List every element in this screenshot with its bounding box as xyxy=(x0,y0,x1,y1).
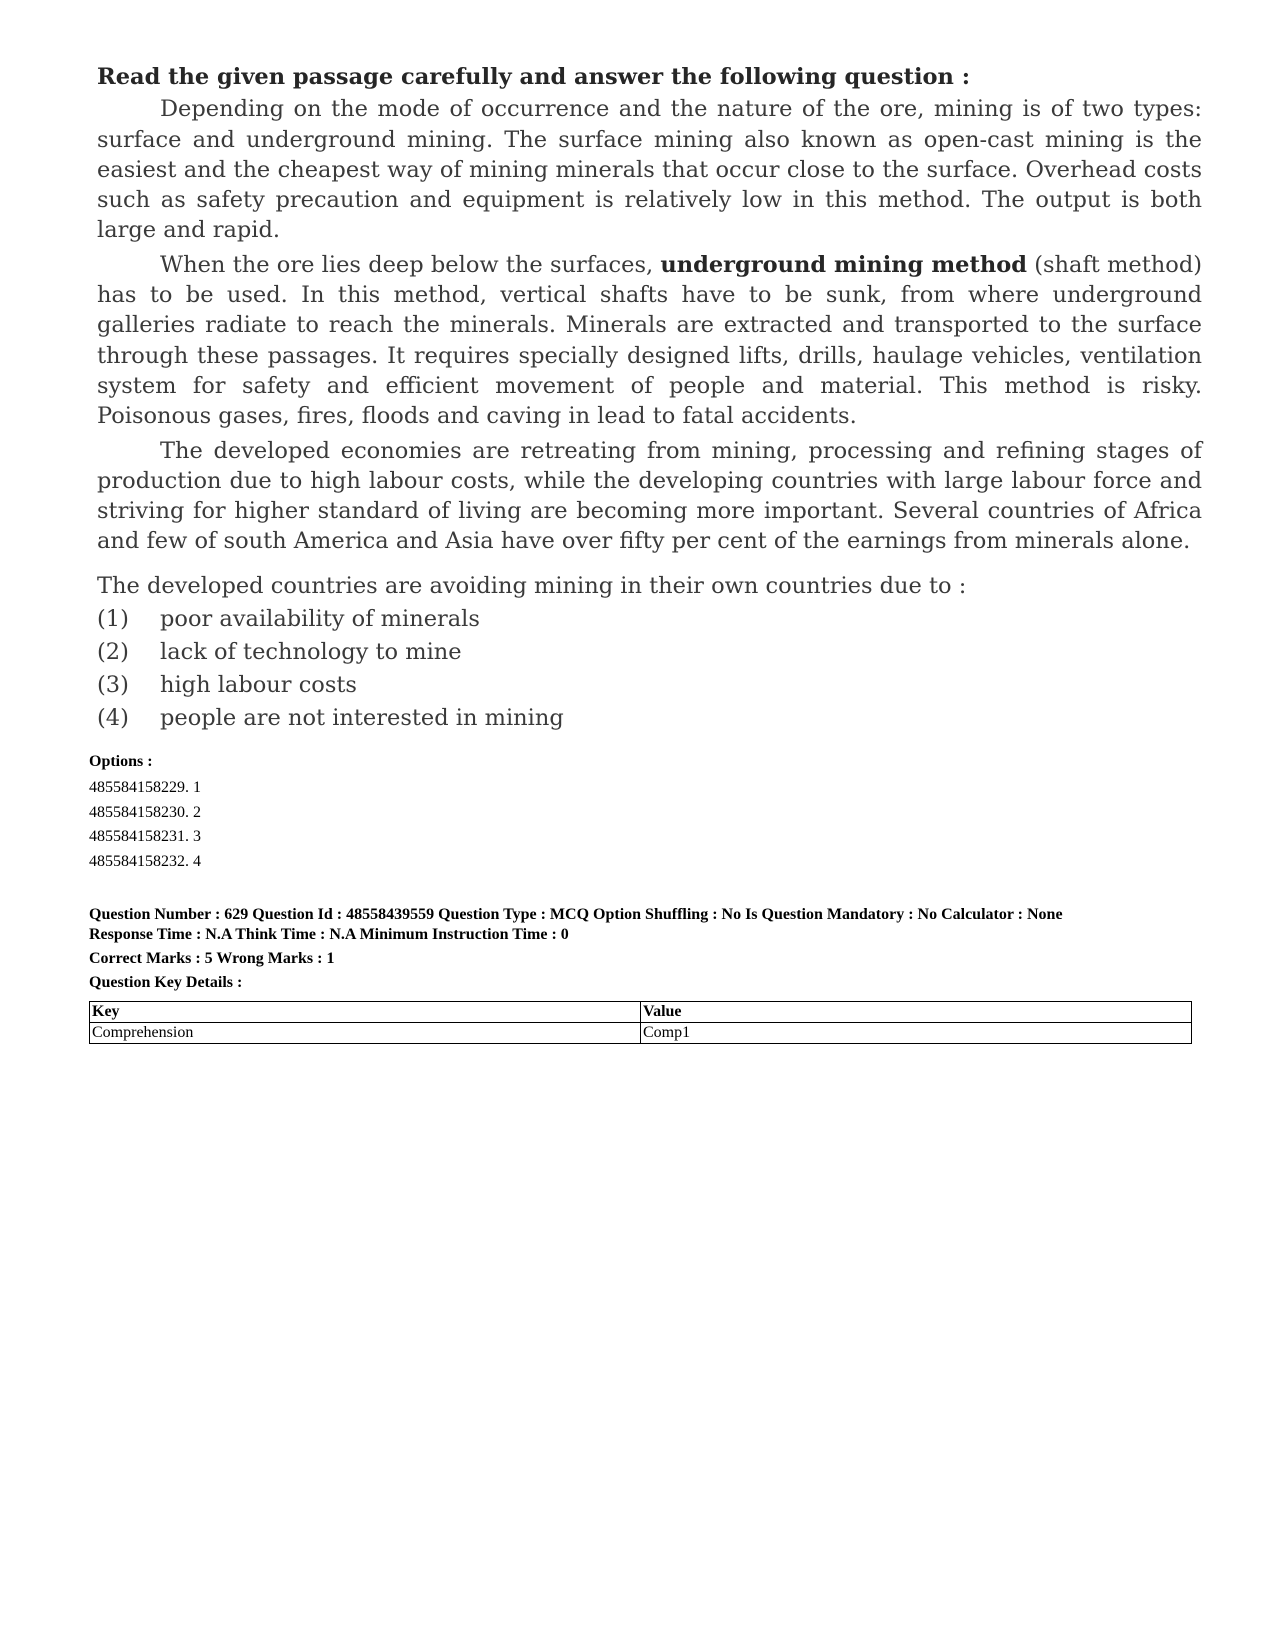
passage-paragraph-1: Depending on the mode of occurrence and the nature of the ore, mining is of two types: surface and underground mining. The surface mining also known as open-cast mining is the easiest and the cheapest way of mining minerals that occur close to the surface. Overhead costs such as safety precaution and equipment is relatively low in this method. The output is both large and rapid. xyxy=(97,96,1202,244)
passage-paragraph-3: The developed economies are retreating from mining, processing and refining stages of production due to high labour costs, while the developing countries with large labour force and striving for higher standard of living are becoming more important. Several countries of Africa and few of south America and Asia have over fifty per cent of the earnings from minerals alone. xyxy=(97,437,1202,555)
choice-item xyxy=(97,603,1202,636)
choice-item xyxy=(97,702,1202,735)
choice-text: lack of technology to mine xyxy=(160,639,462,666)
choice-text: poor availability of minerals xyxy=(160,606,480,633)
question-info-line-2: Response Time : N.A Think Time : N.A Minimum Instruction Time : 0 xyxy=(89,926,569,943)
marks-info: Correct Marks : 5 Wrong Marks : 1 xyxy=(89,950,335,967)
choice-text: people are not interested in mining xyxy=(160,705,564,732)
options-title: Options : xyxy=(89,753,153,770)
question-stem: The developed countries are avoiding mining in their own countries due to : xyxy=(97,572,967,599)
option-item: 485584158232. 4 xyxy=(89,852,201,870)
option-item: 485584158229. 1 xyxy=(89,779,201,796)
key-details-table xyxy=(89,1001,1192,1044)
choice-number: (3) xyxy=(97,672,129,699)
option-item: 485584158230. 2 xyxy=(89,803,201,821)
table-header-cell: Value xyxy=(641,1002,1192,1023)
table-row xyxy=(90,1023,1192,1044)
key-details-label: Question Key Details : xyxy=(89,974,243,991)
passage-paragraph-2 xyxy=(97,250,1202,432)
table-cell: Comprehension xyxy=(90,1023,641,1044)
choice-number: (1) xyxy=(97,606,129,633)
choice-item xyxy=(97,636,1202,669)
passage-heading: Read the given passage carefully and answer the following question : xyxy=(97,64,971,90)
passage-paragraph-2-end: (shaft method) has to be used. In this method, vertical shafts have to be sunk, from where underground galleries radiate to reach the minerals. Minerals are extracted and transported to the surface through these passages. It requires specially designed lifts, drills, haulage vehicles, ventilation system for safety and efficient movement of people and material. This method is risky. Poisonous gases, fires, floods and caving in lead to fatal accidents. xyxy=(97,251,1202,430)
choice-text: high labour costs xyxy=(160,672,357,699)
table-cell: Comp1 xyxy=(641,1023,1192,1044)
table-header-row xyxy=(90,1002,1192,1023)
question-info-line-1: Question Number : 629 Question Id : 48558439559 Question Type : MCQ Option Shuffling : No Is Question Mandatory : No Calculator : None xyxy=(89,906,1063,923)
choice-number: (4) xyxy=(97,705,129,732)
option-item: 485584158231. 3 xyxy=(89,828,201,845)
passage-paragraph-2-start: When the ore lies deep below the surfaces, xyxy=(160,251,661,278)
options-list xyxy=(89,752,201,876)
choice-item xyxy=(97,669,1202,702)
comprehension-passage-image xyxy=(97,62,1202,735)
passage-paragraph-2-bold: underground mining method xyxy=(660,251,1027,278)
choice-number: (2) xyxy=(97,639,129,666)
table-header-cell: Key xyxy=(90,1002,641,1023)
